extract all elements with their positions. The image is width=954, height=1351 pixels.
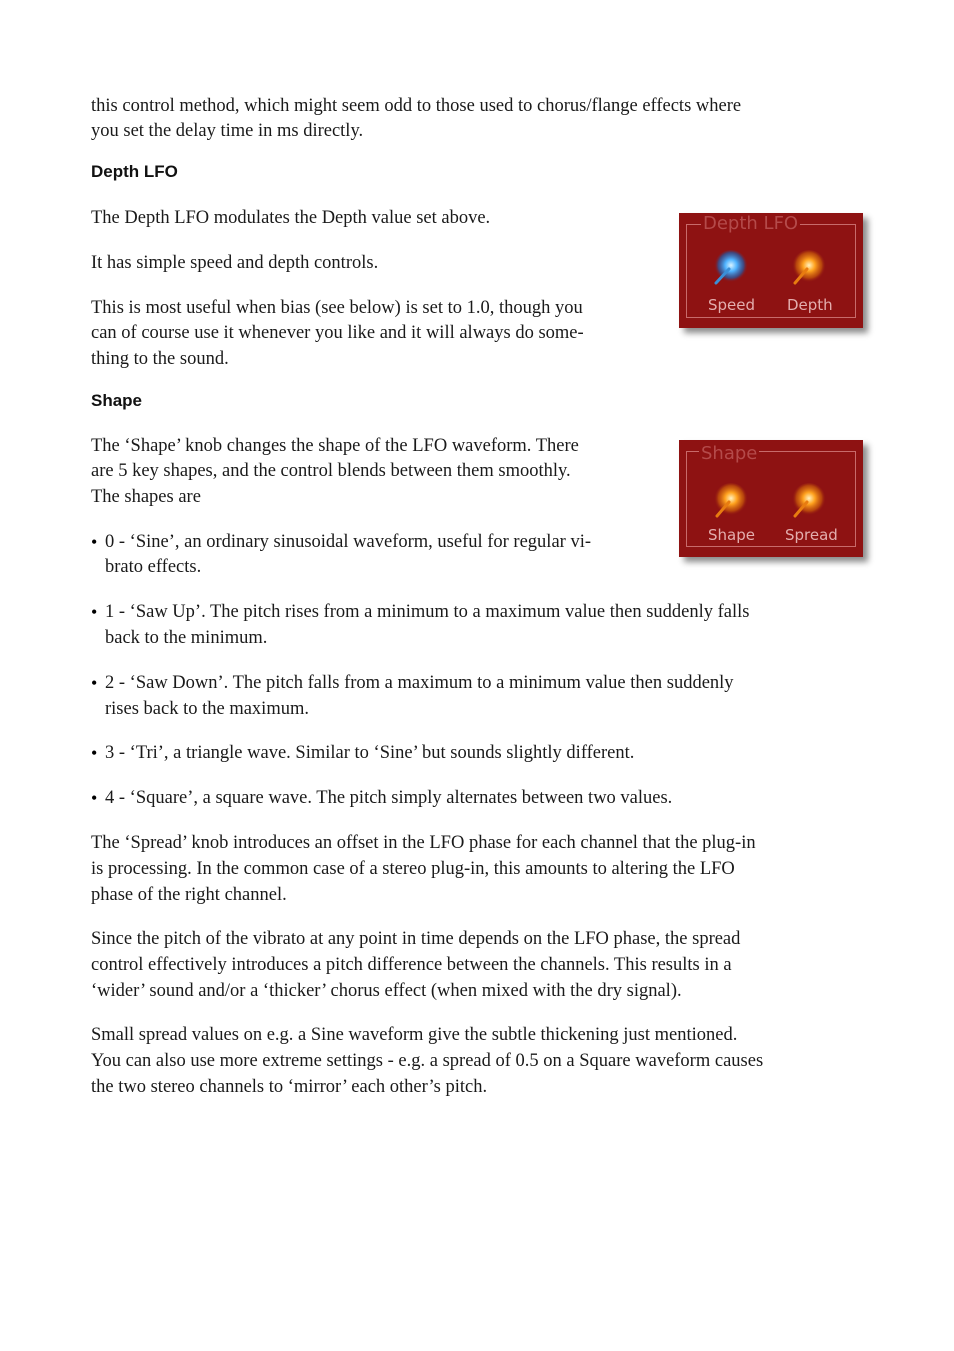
spread-knob-label: Spread bbox=[785, 526, 838, 544]
intro-line-1: this control method, which might seem odd to those used to chorus/flange effects where bbox=[91, 96, 742, 116]
shape-paragraph-line-3: The shapes are bbox=[91, 487, 201, 507]
depth-lfo-heading: Depth LFO bbox=[91, 162, 178, 181]
list-item bbox=[91, 670, 871, 722]
speed-knob[interactable] bbox=[707, 247, 751, 291]
list-item bbox=[91, 529, 671, 581]
bullet-2-line-2: rises back to the maximum. bbox=[105, 699, 309, 719]
bullet-dot: • bbox=[91, 602, 98, 622]
shape-knob-label: Shape bbox=[708, 526, 755, 544]
spread-knob[interactable] bbox=[785, 480, 829, 524]
spread-paragraph-3-line-3: the two stereo channels to ‘mirror’ each other’s pitch. bbox=[91, 1077, 488, 1097]
shape-panel-title: Shape bbox=[701, 443, 758, 464]
spread-paragraph-1-line-3: phase of the right channel. bbox=[91, 885, 287, 905]
spread-paragraph-3-line-2: You can also use more extreme settings - e.g. a spread of 0.5 on a Square waveform causes bbox=[91, 1051, 764, 1071]
intro-line-2: you set the delay time in ms directly. bbox=[91, 121, 364, 141]
bullet-1-line-2: back to the minimum. bbox=[105, 628, 268, 648]
list-item bbox=[91, 599, 871, 651]
spread-paragraph-3-line-1: Small spread values on e.g. a Sine waveform give the subtle thickening just mentioned. bbox=[91, 1025, 738, 1045]
depth-knob-label: Depth bbox=[787, 296, 833, 314]
shape-paragraph-line-1: The ‘Shape’ knob changes the shape of the LFO waveform. There bbox=[91, 436, 579, 456]
shape-panel bbox=[679, 440, 863, 557]
bullet-dot: • bbox=[91, 673, 98, 693]
depth-lfo-paragraph-3-line-2: can of course use it whenever you like and it will always do some- bbox=[91, 323, 584, 343]
bullet-0-line-2: brato effects. bbox=[105, 557, 202, 577]
bullet-4-line-1: 4 - ‘Square’, a square wave. The pitch simply alternates between two values. bbox=[105, 788, 673, 808]
spread-paragraph-1-line-1: The ‘Spread’ knob introduces an offset in the LFO phase for each channel that the plug-in bbox=[91, 833, 756, 853]
list-item bbox=[91, 785, 871, 811]
shape-paragraph-line-2: are 5 key shapes, and the control blends between them smoothly. bbox=[91, 461, 571, 481]
speed-knob-label: Speed bbox=[708, 296, 756, 314]
depth-lfo-panel bbox=[679, 213, 863, 328]
spread-paragraph-1-line-2: is processing. In the common case of a stereo plug-in, this amounts to altering the LFO bbox=[91, 859, 735, 879]
bullet-dot: • bbox=[91, 788, 98, 808]
bullet-3-line-1: 3 - ‘Tri’, a triangle wave. Similar to ‘Sine’ but sounds slightly different. bbox=[105, 743, 635, 763]
depth-lfo-paragraph-2: It has simple speed and depth controls. bbox=[91, 253, 379, 273]
spread-paragraph-2-line-2: control effectively introduces a pitch difference between the channels. This results in a bbox=[91, 955, 732, 975]
depth-lfo-paragraph-3-line-3: thing to the sound. bbox=[91, 349, 229, 369]
bullet-dot: • bbox=[91, 743, 98, 763]
list-item bbox=[91, 740, 871, 766]
depth-lfo-paragraph-1: The Depth LFO modulates the Depth value set above. bbox=[91, 208, 491, 228]
bullet-1-line-1: 1 - ‘Saw Up’. The pitch rises from a minimum to a maximum value then suddenly falls bbox=[105, 602, 750, 622]
shape-knob[interactable] bbox=[707, 480, 751, 524]
bullet-0-line-1: 0 - ‘Sine’, an ordinary sinusoidal waveform, useful for regular vi- bbox=[105, 532, 591, 552]
depth-lfo-panel-title: Depth LFO bbox=[703, 213, 799, 234]
spread-paragraph-2-line-1: Since the pitch of the vibrato at any point in time depends on the LFO phase, the spread bbox=[91, 929, 741, 949]
shape-heading: Shape bbox=[91, 391, 143, 410]
bullet-dot: • bbox=[91, 532, 98, 552]
depth-lfo-paragraph-3-line-1: This is most useful when bias (see below) is set to 1.0, though you bbox=[91, 298, 583, 318]
depth-knob[interactable] bbox=[785, 247, 829, 291]
bullet-2-line-1: 2 - ‘Saw Down’. The pitch falls from a maximum to a minimum value then suddenly bbox=[105, 673, 734, 693]
spread-paragraph-2-line-3: ‘wider’ sound and/or a ‘thicker’ chorus effect (when mixed with the dry signal). bbox=[91, 981, 682, 1001]
